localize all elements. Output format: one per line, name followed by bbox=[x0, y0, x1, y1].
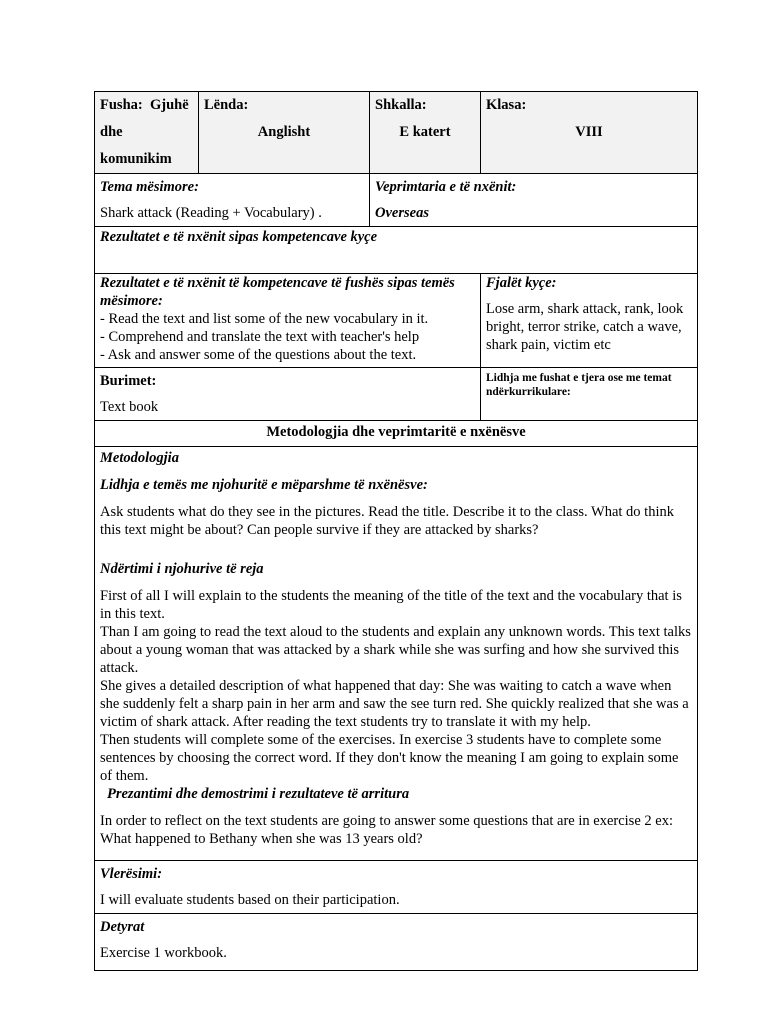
evaluation-label: Vlerësimi: bbox=[100, 866, 163, 882]
klasa-cell bbox=[481, 92, 698, 174]
build-knowledge-label: Ndërtimi i njohurive të reja bbox=[100, 561, 264, 577]
keywords-value: Lose arm, shark attack, rank, look bright, terror strike, catch a wave, shark pain, victim etc bbox=[486, 301, 684, 353]
methodology-heading: Metodologjia dhe veprimtaritë e nxënësve bbox=[95, 421, 698, 447]
fusha-value-2: dhe bbox=[100, 124, 123, 140]
build-line-4: Then students will complete some of the exercises. In exercise 3 students have to complete some sentences by choosing the correct word. If they don't know the meaning I am going to explain some of them. bbox=[100, 732, 679, 784]
results-key-row bbox=[95, 227, 698, 274]
fusha-value-3: komunikim bbox=[100, 151, 172, 167]
links-label: Lidhja me fushat e tjera ose me temat ndërkurrikulare: bbox=[481, 368, 698, 421]
presentation-label: Prezantimi dhe demostrimi i rezultateve të arritura bbox=[107, 786, 410, 802]
lenda-cell bbox=[199, 92, 370, 174]
build-line-3: She gives a detailed description of what happened that day: She was waiting to catch a wave when she suddenly felt a sharp pain in her arm and saw the see turn red. She quickly realized that she was a victim of shark attack. After reading the text students try to translate it with my help. bbox=[100, 678, 689, 730]
shkalla-value: E katert bbox=[399, 124, 451, 140]
evaluation-value: I will evaluate students based on their participation. bbox=[100, 892, 400, 908]
results-field-row bbox=[95, 274, 698, 368]
results-item-2: - Comprehend and translate the text with teacher's help bbox=[100, 329, 420, 345]
keywords-label: Fjalët kyçe: bbox=[486, 275, 557, 291]
methodology-row bbox=[95, 447, 698, 861]
sources-value: Text book bbox=[100, 399, 159, 415]
topic-value: Shark attack (Reading + Vocabulary) . bbox=[100, 205, 322, 221]
methodology-sub-label: Metodologjia bbox=[100, 450, 179, 466]
topic-label: Tema mësimore: bbox=[100, 179, 199, 195]
lesson-plan bbox=[94, 91, 697, 971]
situation-value: Overseas bbox=[375, 205, 429, 221]
fusha-cell bbox=[95, 92, 199, 174]
methodology-heading-row bbox=[95, 421, 698, 447]
evaluation-row bbox=[95, 861, 698, 914]
results-field-label: Rezultatet e të nxënit të kompetencave të fushës sipas temës mësimore: bbox=[100, 275, 455, 309]
shkalla-label: Shkalla: bbox=[375, 97, 427, 113]
results-item-1: - Read the text and list some of the new vocabulary in it. bbox=[100, 311, 429, 327]
sources-row bbox=[95, 368, 698, 421]
homework-row bbox=[95, 914, 698, 971]
fusha-label: Fusha: bbox=[100, 97, 143, 113]
lesson-plan-table bbox=[94, 91, 698, 971]
homework-cell bbox=[95, 914, 698, 971]
presentation-text: In order to reflect on the text students are going to answer some questions that are in exercise 2 ex: What happened to Bethany when she was 13 years old? bbox=[100, 813, 673, 847]
keywords-cell bbox=[481, 274, 698, 368]
topic-row bbox=[95, 174, 698, 227]
homework-value: Exercise 1 workbook. bbox=[100, 945, 227, 961]
results-key-label: Rezultatet e të nxënit sipas kompetencave kyçe bbox=[95, 227, 698, 274]
prior-knowledge-text: Ask students what do they see in the pictures. Read the title. Describe it to the class. What do think this text might be about? Can people survive if they are attacked by sharks? bbox=[100, 504, 674, 538]
klasa-label: Klasa: bbox=[486, 97, 527, 113]
klasa-value: VIII bbox=[575, 124, 603, 140]
results-item-3: - Ask and answer some of the questions about the text. bbox=[100, 347, 417, 363]
situation-cell bbox=[370, 174, 698, 227]
situation-label: Veprimtaria e të nxënit: bbox=[375, 179, 517, 195]
results-field-cell bbox=[95, 274, 481, 368]
topic-cell bbox=[95, 174, 370, 227]
fusha-value-1: Gjuhë bbox=[149, 97, 189, 113]
sources-cell bbox=[95, 368, 481, 421]
lenda-label: Lënda: bbox=[204, 97, 249, 113]
homework-label: Detyrat bbox=[100, 919, 145, 935]
evaluation-cell bbox=[95, 861, 698, 914]
shkalla-cell bbox=[370, 92, 481, 174]
build-line-1: First of all I will explain to the students the meaning of the title of the text and the vocabulary that is in this text. bbox=[100, 588, 682, 622]
methodology-cell bbox=[95, 447, 698, 861]
sources-label: Burimet: bbox=[100, 373, 157, 389]
prior-knowledge-label: Lidhja e temës me njohuritë e mëparshme të nxënësve: bbox=[100, 477, 428, 493]
lenda-value: Anglisht bbox=[257, 124, 311, 140]
build-line-2: Than I am going to read the text aloud to the students and explain any unknown words. This text talks about a young woman that was attacked by a shark while she was surfing and how she survived this attack. bbox=[100, 624, 691, 676]
header-row bbox=[95, 92, 698, 174]
